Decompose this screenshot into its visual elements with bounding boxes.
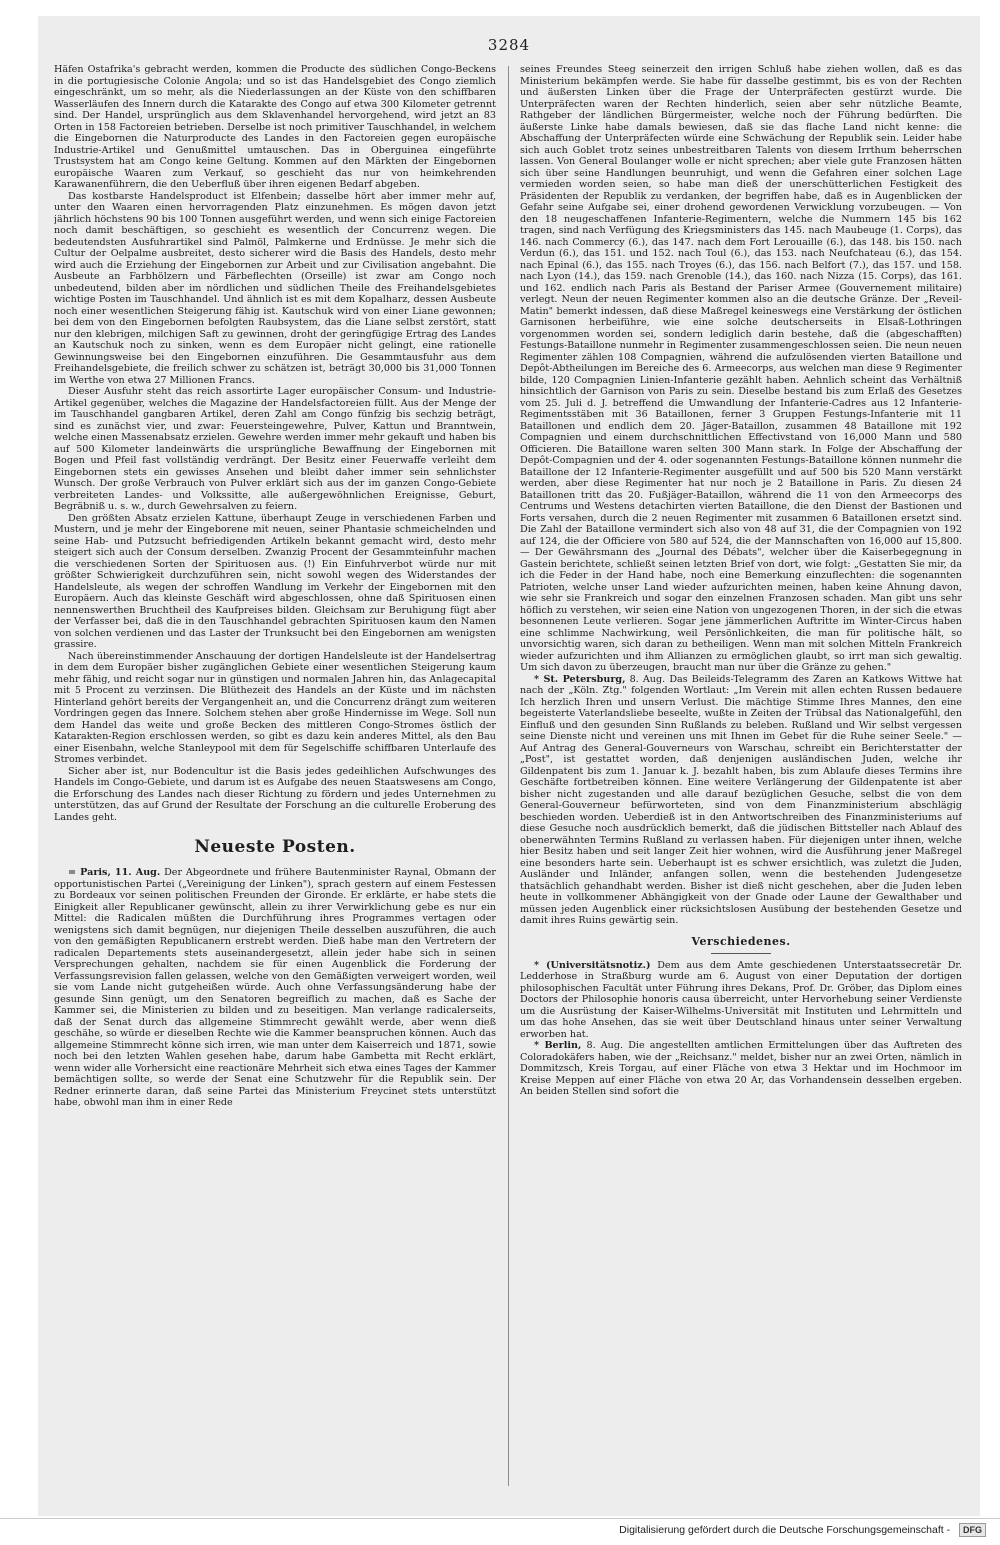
subheading-rule	[711, 953, 771, 954]
news-text: Dem aus dem Amte geschiedenen Unterstaatssecretär Dr. Ledderhose in Straßburg wurde am 6. August von einer Deputation der dortigen philosophischen Facultät unter Führung ihres Dekans, Prof. Dr. Gröber, das Diplom eines Doctors der Philosophie honoris causa überreicht, unter Hervorhebung seiner Verdienste um die Ausrüstung der Kaiser-Wilhelms-Universität mit Instituten und Lehrmitteln und um das hohe Ansehen, das sie weit über Deutschland hinaus unter seiner Verwaltung erworben hat.	[520, 959, 962, 1040]
news-item	[54, 867, 496, 1109]
article-paragraph: Häfen Ostafrika's gebracht werden, kommen die Producte des südlichen Congo-Beckens in die portugiesische Colonie Angola; und so ist das Handelsgebiet des Congo ziemlich eingeschränkt, um so mehr, als die Niederlassungen an der Küste von den schiffbaren Wasserläufen des Innern durch die Katarakte des Congo auf etwa 300 Kilometer getrennt sind. Der Handel, ursprünglich aus dem Sklavenhandel hervorgehend, wird jetzt an 83 Orten in 158 Factoreien betrieben. Derselbe ist noch primitiver Tauschhandel, in welchem die Eingebornen die Naturproducte des Landes in den Factoreien gegen europäische Industrie-Artikel und Genußmittel umtauschen. Das in Oberguinea eingeführte Trustsystem hat am Congo keine Geltung. Kommen auf den Märkten der Eingebornen europäische Waaren zum Verkauf, so geschieht das nur von heimkehrenden Karawanenführern, die den Ueberfluß über ihren eigenen Bedarf abgeben.	[54, 64, 496, 190]
section-heading: Neueste Posten.	[194, 837, 356, 857]
left-column	[54, 64, 496, 1494]
article-paragraph: Nach übereinstimmender Anschauung der dortigen Handelsleute ist der Handelsertrag in dem dem Europäer bisher zugänglichen Gebiete einer wesentlichen Steigerung kaum mehr fähig, und reicht sogar nur in günstigen und normalen Jahren hin, das Anlagecapital mit 5 Procent zu verzinsen. Die Blüthezeit des Handels an der Küste und im nächsten Hinterland gehört bereits der Vergangenheit an, und die Concurrenz drängt zum weiteren Vordringen gegen das Innere. Solchem stehen aber große Hindernisse im Wege. Soll nun dem Handel das weite und große Becken des mittleren Congo-Stromes östlich der Katarakten-Region erschlossen werden, so gibt es dazu kein anderes Mittel, als den Bau einer Eisenbahn, welche Stanleypool mit dem für Segelschiffe schiffbaren Unterlaufe des Stromes verbindet.	[54, 650, 496, 765]
dateline: * (Universitätsnotiz.)	[534, 959, 651, 971]
article-paragraph: Sicher aber ist, nur Bodencultur ist die Basis jedes gedeihlichen Aufschwunges des Handels im Congo-Gebiete, und darum ist es Aufgabe des neuen Staatswesens am Congo, die Erforschung des Landes nach dieser Richtung zu fördern und jedes Unternehmen zu unterstützen, das auf Grund der Resultate der Forschung an die culturelle Eroberung des Landes geht.	[54, 765, 496, 823]
article-paragraph: Dieser Ausfuhr steht das reich assortirte Lager europäischer Consum- und Industrie-Artikel gegenüber, welches die Magazine der Handelsfactoreien füllt. Aus der Menge der im Tauschhandel gangbaren Artikel, deren Zahl am Congo fünfzig bis sechzig beträgt, sind es zunächst vier, und zwar: Feuersteingewehre, Pulver, Kattun und Branntwein, welche einen Massenabsatz erzielen. Gewehre werden immer mehr gekauft und haben bis auf 500 Kilometer landeinwärts die ursprüngliche Bewaffnung der Eingebornen mit Bogen und Pfeil fast vollständig verdrängt. Der Besitz einer Feuerwaffe verleiht dem Eingebornen stets ein gewisses Ansehen und bleibt daher immer sein sehnlichster Wunsch. Der große Verbrauch von Pulver erklärt sich aus der im ganzen Congo-Gebiete verbreiteten Landes- und Volkssitte, alle außergewöhnlichen Ereignisse, Geburt, Begräbniß u. s. w., durch Gewehrsalven zu feiern.	[54, 386, 496, 512]
article-paragraph: seines Freundes Steeg seinerzeit den irrigen Schluß habe ziehen wollen, daß es das Ministerium bekämpfen werde. Sie habe für dasselbe gestimmt, bis es von der Rechten und äußersten Linken über die Frage der Unterpräfecten gestürzt wurde. Die Unterpräfecten waren der Rechten hinderlich, seien aber sehr nützliche Beamte, Rathgeber der ländlichen Bürgermeister, welche noch der Führung bedürften. Die äußerste Linke habe damals bewiesen, daß sie das flache Land nicht kenne: die Abschaffung der Unterpräfecten würde eine Schwächung der Republik sein. Leider habe sich auch Goblet trotz seines unbestreitbaren Talents von diesem Irrthum beherrschen lassen. Von General Boulanger wolle er nicht sprechen; aber viele gute Franzosen hätten sich über seine Handlungen beunruhigt, und wenn die Gefahren einer solchen Lage vermieden worden seien, so habe man dieß der unerschütterlichen Festigkeit des Präsidenten der Republik zu verdanken, der begriffen habe, daß es in Augenblicken der Gefahr seine Aufgabe sei, einer drohend gewordenen Verwicklung vorzubeugen. — Von den 18 neugeschaffenen Infanterie-Regimentern, welche die Nummern 145 bis 162 tragen, sind nach Verfügung des Kriegsministers das 145. nach Maubeuge (1. Corps), das 146. nach Commercy (6.), das 147. nach dem Fort Lerouaille (6.), das 148. bis 150. nach Verdun (6.), das 151. und 152. nach Toul (6.), das 153. nach Neufchateau (6.), das 154. nach Epinal (6.), das 155. nach Troyes (6.), das 156. nach Belfort (7.), das 157. und 158. nach Lyon (14.), das 159. nach Grenoble (14.), das 160. nach Nizza (15. Corps), das 161. und 162. endlich nach Paris als Bestand der Pariser Armee (Gouvernement militaire) verlegt. Neun der neuen Regimenter kommen also an die deutsche Gränze. Der „Reveil-Matin" bemerkt indessen, daß diese Maßregel keineswegs eine Verstärkung der östlichen Garnisonen herbeiführe, wie eine solche deutscherseits in Elsaß-Lothringen vorgenommen worden sei, sondern lediglich darin bestehe, daß die (abgeschafften) Festungs-Bataillone nunmehr in Regimenter zusammengeschlossen seien. Die neun neuen Regimenter zählen 108 Compagnien, während die aufzulösenden vierten Bataillone und Depôt-Abtheilungen im Bereiche des 6. Armeecorps, aus welchen man diese 9 Regimenter bilde, 120 Compagnien Linien-Infanterie gezählt haben. Aehnlich scheint das Verhältniß hinsichtlich der Garnison von Paris zu sein. Dieselbe bestand bis zum Erlaß des Gesetzes vom 25. Juli d. J. betreffend die Umwandlung der Infanterie-Cadres aus 12 Infanterie-Regimentsstäben mit 36 Bataillonen, ferner 3 Gruppen Festungs-Infanterie mit 11 Bataillonen und endlich dem 20. Jäger-Bataillon, zusammen 48 Bataillone mit 192 Compagnien und einem durchschnittlichen Effectivstand von 16,000 Mann und 580 Officieren. Die Bataillone waren selten 300 Mann stark. In Folge der Abschaffung der Depôt-Compagnien und der 4. oder sogenannten Festungs-Bataillone können nunmehr die Bataillone der 12 Infanterie-Regimenter ausgefüllt und auf 500 bis 520 Mann verstärkt werden, aber diese Regimenter hat nur noch je 2 Bataillone in Paris. Zu diesen 24 Bataillonen tritt das 20. Fußjäger-Bataillon, während die 11 von den Armeecorps des Centrums und Westens detachirten vierten Bataillone, die den Dienst der Bastionen und Forts versahen, durch die 2 neuen Regimenter mit zusammen 6 Bataillonen ersetzt sind. Die Zahl der Bataillone vermindert sich also von 48 auf 31, die der Compagnien von 192 auf 124, die der Officiere von 580 auf 524, die der Mannschaften von 16,000 auf 15,800. — Der Gewährsmann des „Journal des Débats", welcher über die Kaiserbegegnung in Gastein berichtete, schließt seinen letzten Brief von dort, wie folgt: „Gestatten Sie mir, da ich die Feder in der Hand habe, noch eine Bemerkung einzuflechten: die sogenannten Patrioten, welche unser Land wieder aufzurichten meinen, haben keine Ahnung davon, wie sehr sie Frankreich und sogar den einzelnen Franzosen schaden. Man gibt uns sehr höflich zu verstehen, wir seien eine Nation von ungezogenen Thoren, in der sich die etwas besonnenen Leute verlieren. Sogar jene jämmerlichen Auftritte im Winter-Circus haben eine schlimme Nachwirkung, weil Persönlichkeiten, die man für politische hält, so unvorsichtig waren, sich daran zu betheiligen. Wenn man mit solchen Mitteln Frankreich wieder aufzurichten und ihm Allianzen zu ermöglichen glaubt, so irrt man sich gewaltig. Um sich davon zu überzeugen, braucht man nur über die Gränze zu gehen."	[520, 64, 962, 673]
news-text: 8. Aug. Die angestellten amtlichen Ermittelungen über das Auftreten des Coloradokäfers haben, wie der „Reichsanz." meldet, bisher nur an zwei Orten, nämlich in Dommitzsch, Kreis Torgau, auf einer Fläche von etwa 3 Hektar und im Hochmoor im Kreise Meppen auf einer Fläche von etwa 20 Ar, das Vorhandensein desselben ergeben. An beiden Stellen sind sofort die	[520, 1040, 962, 1097]
page-number: 3284	[487, 36, 531, 54]
dateline: * Berlin,	[534, 1040, 582, 1051]
article-paragraph: Das kostbarste Handelsproduct ist Elfenbein; dasselbe hört aber immer mehr auf, unter den Waaren einen hervorragenden Platz einzunehmen. Es mögen davon jetzt jährlich höchstens 90 bis 100 Tonnen ausgeführt werden, und wenn sich einige Factoreien noch damit beschäftigen, so geschieht es wesentlich der Concurrenz wegen. Die bedeutendsten Ausfuhrartikel sind Palmöl, Palmkerne und Erdnüsse. Je mehr sich die Cultur der Oelpalme ausbreitet, desto sicherer wird die Basis des Handels, desto mehr wird auch die Erziehung der Eingebornen zur Arbeit und zur Civilisation angebahnt. Die Ausbeute an Farbhölzern und Färbeflechten (Orseille) ist zwar am Congo noch unbedeutend, bilden aber im nördlichen und südlichen Theile des Freihandelsgebietes wichtige Posten im Tauschhandel. Und ähnlich ist es mit dem Kopalharz, dessen Ausbeute noch einer wesentlichen Steigerung fähig ist. Kautschuk wird von einer Liane gewonnen; bei dem von den Eingebornen befolgten Raubsystem, das die Liane selbst zerstört, statt nur den klebrigen, milchigen Saft zu gewinnen, droht der geringfügige Ertrag des Landes an Kautschuk noch zu sinken, wenn es dem Europäer nicht gelingt, eine rationelle Gewinnungsweise bei den Eingebornen einzuführen. Die Gesammtausfuhr aus dem Freihandelsgebiete, die freilich schwer zu schätzen ist, beträgt 30,000 bis 31,000 Tonnen im Werthe von etwa 27 Millionen Francs.	[54, 190, 496, 386]
dateline: = Paris, 11. Aug.	[68, 867, 161, 878]
news-item	[520, 674, 962, 927]
dateline: * St. Petersburg,	[534, 673, 626, 685]
news-text: Der Abgeordnete und frühere Bautenminister Raynal, Obmann der opportunistischen Partei („Vereinigung der Linken"), sprach gestern auf einem Festessen zu Bordeaux vor seinen politischen Freunden der Gironde. Er erklärte, er habe stets die Einigkeit aller Republicaner gewünscht, allein zu ihrer Verwirklichung gebe es nur ein Mittel: die Radicalen müßten die Durchführung ihres Programmes vertagen oder wenigstens sich damit begnügen, nur diejenigen Theile desselben auszuführen, die auch von den gemäßigten Republicanern erstrebt werden. Dieß habe man den Vertretern der radicalen Departements stets auseinandergesetzt, allein jeder habe sich in seinen Versprechungen gehalten, nachdem sie für einen Augenblick die Forderung der Verfassungsrevision fallen gelassen, welche von den Gemäßigten verweigert worden, weil sie vom Lande nicht gutgeheißen würde. Auch ohne Verfassungsänderung habe der gesunde Sinn genügt, um den Senatoren begreiflich zu machen, daß es Sache der Kammer sei, die Ministerien zu bilden und zu beseitigen. Man verlange radicalerseits, daß der Senat durch das allgemeine Stimmrecht gewählt werde, aber wenn dieß geschähe, so würde er dieselben Rechte wie die Kammer beanspruchen können. Auch das allgemeine Stimmrecht könne sich irren, wie man unter dem Kaiserreich und 1871, sowie noch bei den letzten Wahlen gesehen habe, darum habe Gambetta mit Recht erklärt, wenn wider alle Vorhersicht eine reactionäre Mehrheit sich etwa eines Tages der Kammer bemächtigen sollte, so werde der Senat eine Schutzwehr für die Republik sein. Der Redner erinnerte daran, daß seine Partei das Ministerium Freycinet stets unterstützt habe, obwohl man ihm in einer Rede	[54, 867, 496, 1108]
section-subheading	[520, 935, 962, 954]
article-paragraph: Den größten Absatz erzielen Kattune, überhaupt Zeuge in verschiedenen Farben und Mustern, und je mehr der Eingeborene mit neuen, seiner Phantasie schmeichelnden und seine Hab- und Putzsucht befriedigenden Artikeln bekannt gemacht wird, desto mehr steigert sich auch der Consum derselben. Zwanzig Procent der Gesammteinfuhr machen die verschiedenen Sorten der Spirituosen aus. (!) Ein Einfuhrverbot würde nur mit größter Schwierigkeit durchzuführen sein, nicht sowohl wegen des Widerstandes der Handelsleute, als wegen der schroffen Wandlung im Verkehr der Eingebornen mit den Europäern. Auch das kleinste Geschäft wird abgeschlossen, ohne daß Spirituosen einen nennenswerthen Bruchtheil des Kaufpreises bilden. Gleichsam zur Beruhigung fügt aber der Verfasser bei, daß die in den Tauschhandel gebrachten Spirituosen kaum den Namen von solchen verdienen und das Laster der Trunksucht bei den Eingebornen am wenigsten grassire.	[54, 512, 496, 650]
newspaper-page	[38, 16, 980, 1516]
dfg-logo[interactable]: DFG	[959, 1523, 986, 1537]
news-text: 8. Aug. Das Beileids-Telegramm des Zaren an Katkows Wittwe hat nach der „Köln. Ztg." folgenden Wortlaut: „Im Verein mit allen echten Russen bedauere Ich herzlich Ihren und unsern Verlust. Die mächtige Stimme Ihres Mannes, den eine begeisterte Vaterlandsliebe beseelte, wußte in Zeiten der Trübsal das Nationalgefühl, den Einfluß und den gesunden Sinn Rußlands zu beleben. Rußland und Wir selbst vergessen seine Dienste nicht und vereinen uns mit Ihnen im Gebet für die Ruhe seiner Seele." — Auf Antrag des General-Gouverneurs von Warschau, schreibt ein Berichterstatter der „Post", ist gestattet worden, daß denjenigen ausländischen Juden, welche ihr Gildenpatent bis zum 1. Januar k. J. bezahlt haben, bis zum Ablaufe dieses Termins ihre Geschäfte fortbetreiben können. Eine weitere Verlängerung der Gildenpatente ist aber bisher nicht zugestanden und alle darauf bezüglichen Gesuche, selbst die von dem General-Gouverneur befürworteten, sind von dem Finanzministerium abschlägig beschieden worden. Ueberdieß ist in den Antwortschreiben des Finanzministeriums auf diese Gesuche noch ausdrücklich bemerkt, daß die jüdischen Bittsteller nach Ablauf des obenerwähnten Termins Rußland zu verlassen haben. Für diejenigen unter ihnen, welche hier Besitz haben und seit langer Zeit hier wohnen, wird die Ausführung jener Maßregel eine besonders harte sein. Ueberhaupt ist es schwer ersichtlich, was zuletzt die Juden, Ausländer und Inländer, anfangen sollen, wenn die bestehenden Judengesetze thatsächlich gehandhabt werden. Bisher ist dieß nicht geschehen, aber die Juden leben heute in vollkommener Abhängigkeit von der Gnade oder Laune der Gewalthaber und müssen jeden Augenblick einer rücksichtslosen Ausübung der bestehenden Gesetze und damit ihres Ruins gewärtig sein.	[520, 673, 962, 926]
footer-divider	[0, 1518, 1000, 1519]
footer	[0, 1523, 1000, 1537]
news-item	[520, 1040, 962, 1098]
subheading-text: Verschiedenes.	[691, 934, 791, 948]
footer-text: Digitalisierung gefördert durch die Deutsche Forschungsgemeinschaft -	[619, 1523, 951, 1536]
news-item	[520, 960, 962, 1041]
right-column	[520, 64, 962, 1494]
column-divider	[508, 66, 509, 1486]
